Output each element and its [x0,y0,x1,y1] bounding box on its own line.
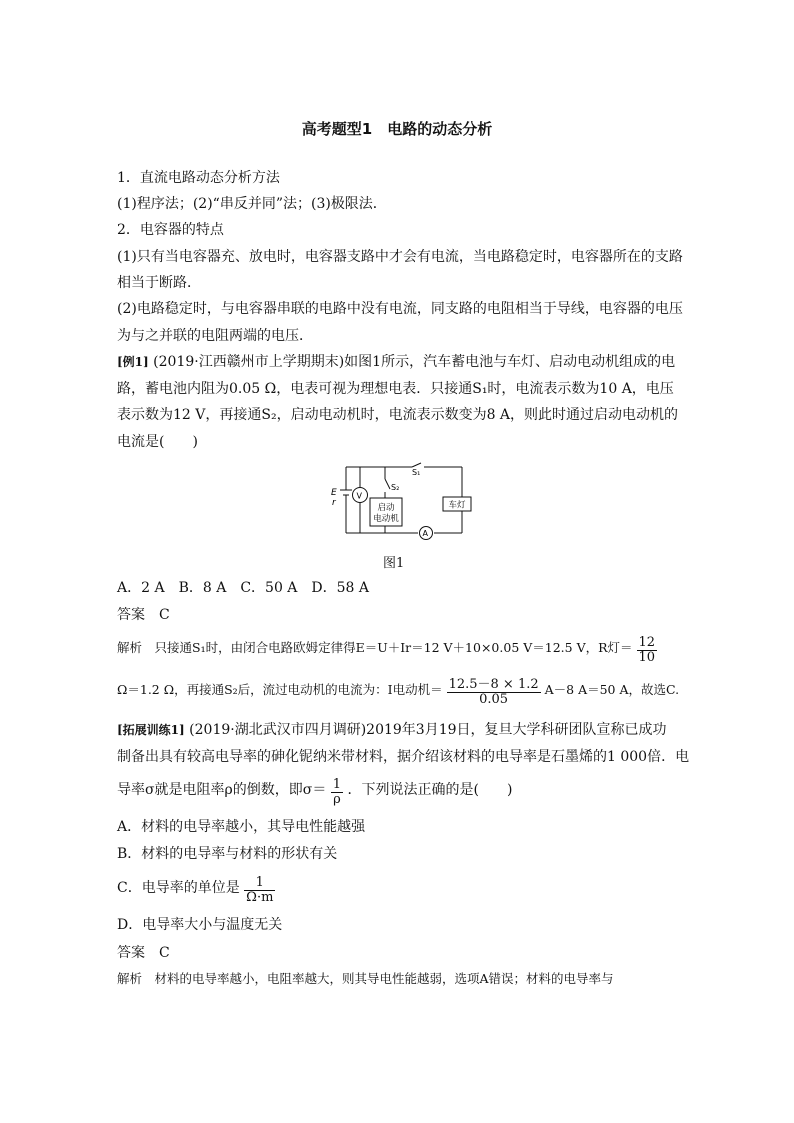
example-1-line-4: 电流是( ) [117,434,198,450]
switch-s2-label: S₂ [391,483,400,492]
battery-emf-label: E [331,488,337,498]
fraction-denominator: 0.05 [479,692,509,707]
fraction-denominator: ρ [333,792,341,807]
extension-1-line-1 [117,720,667,740]
fraction-numerator: 12 [638,635,656,650]
option-c [117,876,275,905]
fraction-unit [244,876,275,905]
motor-label-line-2: 电动机 [373,514,399,524]
example-1-options: A．2 A B．8 A C．50 A D．58 A [117,580,370,596]
figure-caption: 图1 [383,556,405,571]
section-2-paragraph-2b: 为与之并联的电阻两端的电压． [117,328,313,344]
analysis-1-text: 解析 只接通S₁时，由闭合电路欧姆定律得E＝U＋Ir＝12 V＋10×0.05 V＝12.5 V，R灯＝ [117,640,633,655]
option-c-text: C．电导率的单位是 [117,880,240,896]
analysis-2-text-a: Ω＝1.2 Ω，再接通S₂后，流过电动机的电流为：I电动机＝ [117,682,443,697]
lamp-label: 车灯 [448,500,466,511]
section-1-methods: (1)程序法；(2)“串反并同”法；(3)极限法． [117,196,387,212]
fraction-denominator: 10 [638,650,656,665]
fraction-denominator: Ω·m [246,890,274,905]
extension-1-text-3b: ．下列说法正确的是( ) [347,782,513,798]
circuit-diagram [326,462,472,542]
page-title: 高考题型1 电路的动态分析 [301,120,493,138]
example-1-line-2: 路，蓄电池内阻为0.05 Ω，电表可视为理想电表．只接通S₁时，电流表示数为10 A，电压 [117,381,674,397]
fraction-numerator: 1 [332,777,342,792]
motor-current-fraction [447,678,541,707]
option-b: B．材料的电导率与材料的形状有关 [117,846,338,862]
ammeter-label: A [422,529,428,538]
switch-s1-label: S₁ [412,468,421,477]
fraction-numerator: 12.5－8 × 1.2 [448,677,539,692]
example-1-analysis-1 [117,636,657,665]
section-2-heading: 2．电容器的特点 [117,222,224,238]
example-1-text-1: (2019·江西赣州市上学期期末)如图1所示，汽车蓄电池与车灯、启动电动机组成的电 [153,354,676,370]
option-d: D．电导率大小与温度无关 [117,917,283,933]
section-2-paragraph-1a: (1)只有当电容器充、放电时，电容器支路中才会有电流，当电路稳定时，电容器所在的支路 [117,249,683,265]
section-1-heading: 1．直流电路动态分析方法 [117,170,280,186]
section-2-paragraph-2a: (2)电路稳定时，与电容器串联的电路中没有电流，同支路的电阻相当于导线，电容器的电压 [117,301,683,317]
extension-1-answer: 答案 C [117,945,170,961]
section-2-paragraph-1b: 相当于断路． [117,275,201,291]
example-1-answer: 答案 C [117,607,170,623]
analysis-2-text-b: A－8 A＝50 A，故选C. [544,682,680,697]
extension-1-line-2: 制备出具有较高电导率的砷化铌纳米带材料，据介绍该材料的电导率是石墨烯的1 000倍．电 [117,749,690,765]
fraction-1-rho [331,778,343,807]
fraction-numerator: 1 [244,876,275,891]
extension-tag: [拓展训练1] [117,723,185,737]
fraction-12-10 [637,636,658,665]
example-1-line-3: 表示数为12 V，再接通S₂，启动电动机时，电流表示数变为8 A，则此时通过启动电动机的 [117,407,679,423]
extension-1-text-3a: 导率σ就是电阻率ρ的倒数，即σ＝ [117,782,327,798]
motor-label-line-1: 启动 [377,503,395,513]
voltmeter-label: V [356,491,362,501]
example-1-analysis-2 [117,678,679,707]
extension-1-line-3 [117,778,512,807]
extension-1-text-1: (2019·湖北武汉市四月调研)2019年3月19日，复旦大学科研团队宣称已成功 [189,722,667,738]
option-a: A．材料的电导率越小，其导电性能越强 [117,819,366,835]
example-tag: [例1] [117,355,149,369]
battery-resistance-label: r [332,498,336,508]
extension-1-analysis: 解析 材料的电导率越小，电阻率越大，则其导电性能越弱，选项A错误；材料的电导率与 [117,971,614,986]
example-1-line-1 [117,352,675,372]
